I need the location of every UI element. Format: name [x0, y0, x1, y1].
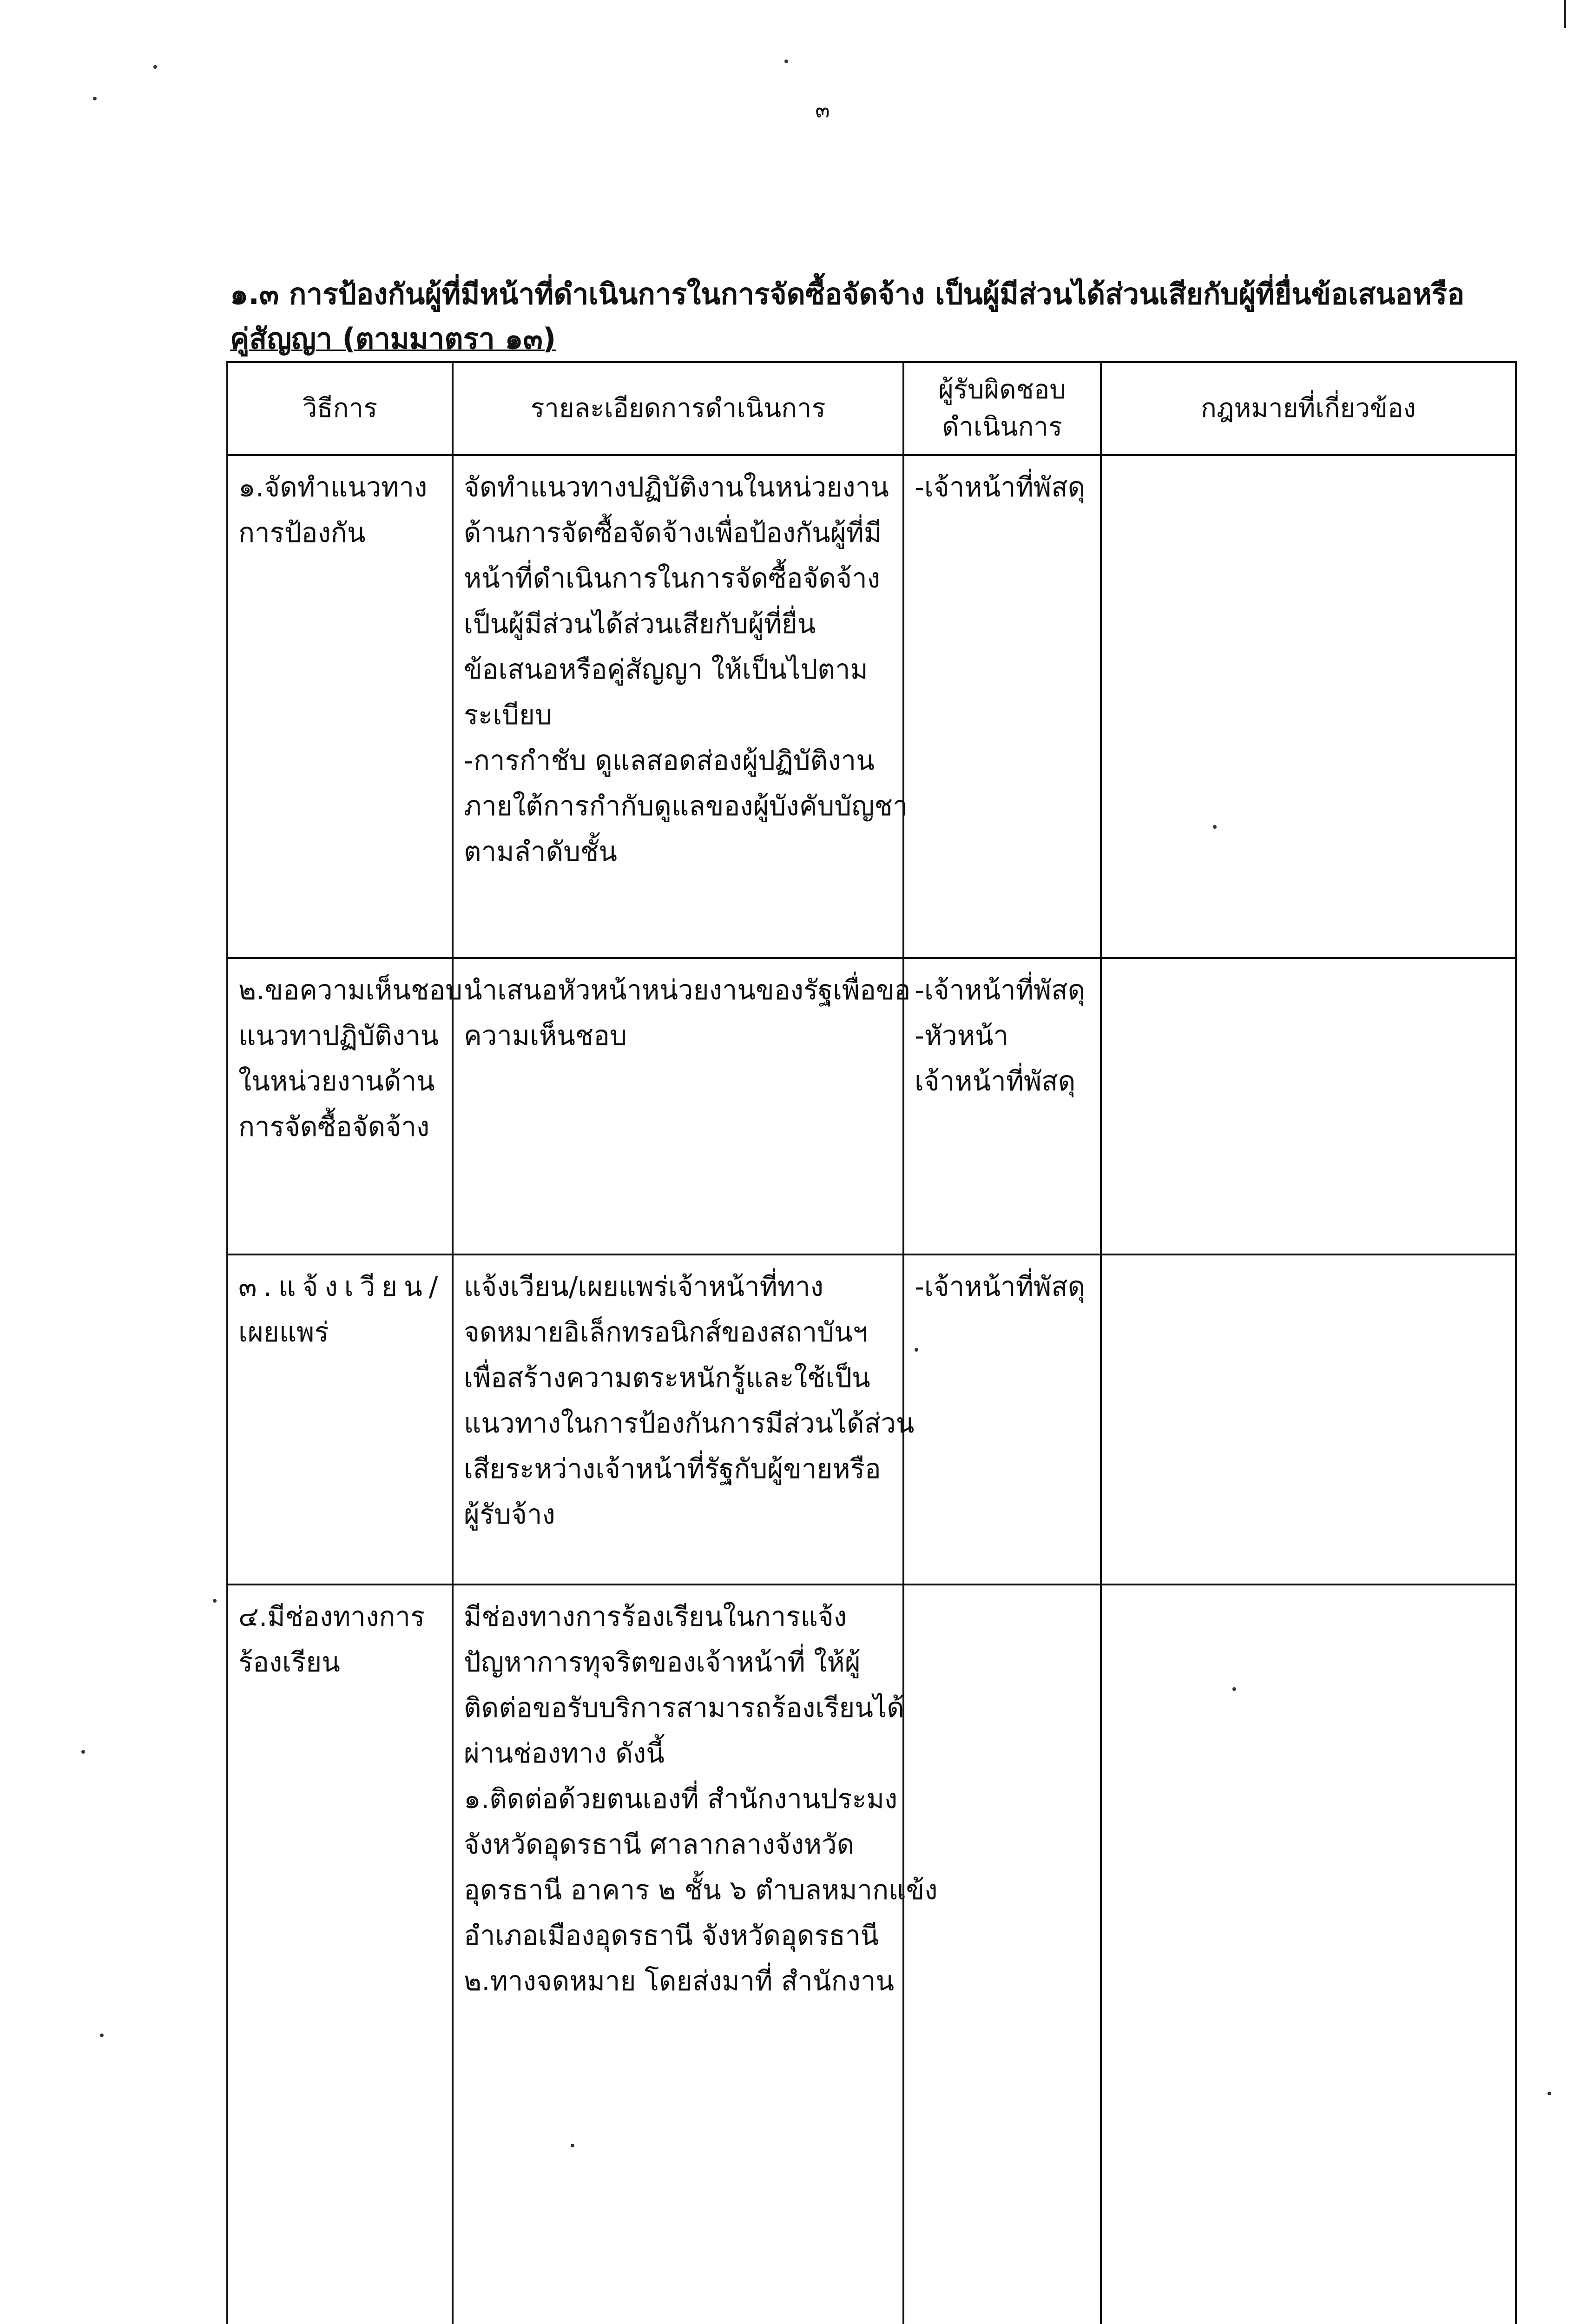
details-line: แนวทางในการป้องกันการมีส่วนได้ส่วน [464, 1407, 915, 1439]
method-line: ร้องเรียน [238, 1646, 340, 1678]
table-row [227, 958, 1516, 1254]
responsible-cell [903, 958, 1101, 1254]
details-line: ข้อเสนอหรือคู่สัญญา ให้เป็นไปตาม [464, 654, 868, 685]
responsible-cell [903, 1585, 1101, 2324]
header-method: วิธีการ [227, 362, 453, 455]
responsible-cell [903, 1254, 1101, 1585]
details-cell [453, 1254, 915, 1585]
details-line: ระเบียบ [464, 699, 552, 731]
details-line: ๑.ติดต่อด้วยตนเองที่ สำนักงานประมง [464, 1783, 898, 1815]
responsible-line: เจ้าหน้าที่พัสดุ [915, 1065, 1076, 1097]
method-line: ในหน่วยงานด้าน [238, 1065, 435, 1097]
details-line: มีช่องทางการร้องเรียนในการแจ้ง [464, 1601, 847, 1632]
method-cell [227, 455, 453, 958]
details-line: ความเห็นชอบ [464, 1020, 627, 1051]
table-row [227, 1585, 1516, 2324]
responsible-cell [903, 455, 1101, 958]
details-cell [453, 1585, 938, 2324]
scan-speck [1547, 2092, 1551, 2095]
scan-speck [153, 65, 157, 69]
method-line: แนวทาปฏิบัติงาน [238, 1020, 439, 1051]
scan-speck [81, 1750, 85, 1754]
scan-speck [1213, 825, 1217, 829]
table-row [227, 455, 1516, 958]
method-line: ๓.แจ้งเวียน/ [238, 1271, 445, 1302]
table-row [227, 1254, 1516, 1585]
header-responsible-line-1: ผู้รับผิดชอบ [938, 375, 1066, 405]
method-line: ๑.จัดทำแนวทาง [238, 471, 428, 503]
table-header-row [227, 362, 1516, 455]
scan-speck [915, 1348, 918, 1352]
law-cell [1101, 958, 1516, 1254]
details-cell [453, 958, 911, 1254]
details-line: เป็นผู้มีส่วนได้ส่วนเสียกับผู้ที่ยื่น [464, 608, 816, 640]
method-cell [227, 1254, 453, 1585]
header-law: กฎหมายที่เกี่ยวข้อง [1101, 362, 1516, 455]
scan-edge-mark [1564, 0, 1580, 28]
details-line: ผ่านช่องทาง ดังนี้ [464, 1737, 665, 1769]
responsible-line: -เจ้าหน้าที่พัสดุ [915, 974, 1086, 1006]
details-line: จัดทำแนวทางปฏิบัติงานในหน่วยงาน [464, 471, 889, 503]
details-line: ปัญหาการทุจริตของเจ้าหน้าที่ ให้ผู้ [464, 1646, 861, 1678]
section-heading-line-2: คู่สัญญา (ตามมาตรา ๑๓) [230, 322, 556, 356]
method-line: การจัดซื้อจัดจ้าง [238, 1111, 430, 1142]
section-heading-line-1: ๑.๓ การป้องกันผู้ที่มีหน้าที่ดำเนินการในการจัดซื้อจัดจ้าง เป็นผู้มีส่วนได้ส่วนเสียกับผู้ที่ยื่นข้อเสนอหรือ [230, 277, 1465, 311]
details-line: ผู้รับจ้าง [464, 1499, 555, 1530]
header-responsible-line-2: ดำเนินการ [942, 412, 1062, 442]
details-line: นำเสนอหัวหน้าหน่วยงานของรัฐเพื่อขอ [464, 974, 911, 1006]
details-line: จังหวัดอุดรธานี ศาลากลางจังหวัด [464, 1829, 855, 1860]
method-line: เผยแพร่ [238, 1316, 329, 1348]
details-line: แจ้งเวียน/เผยแพร่เจ้าหน้าที่ทาง [464, 1271, 823, 1302]
responsible-line: -หัวหน้า [915, 1020, 1009, 1051]
responsible-line: -เจ้าหน้าที่พัสดุ [915, 1271, 1086, 1302]
details-line: หน้าที่ดำเนินการในการจัดซื้อจัดจ้าง [464, 562, 881, 594]
responsible-line: -เจ้าหน้าที่พัสดุ [915, 471, 1086, 503]
details-line: อุดรธานี อาคาร ๒ ชั้น ๖ ตำบลหมากแข้ง [464, 1874, 938, 1906]
details-line: ด้านการจัดซื้อจัดจ้างเพื่อป้องกันผู้ที่มี [464, 517, 882, 548]
law-cell [1101, 1585, 1516, 2324]
method-cell [227, 958, 463, 1254]
scan-speck [100, 2034, 104, 2037]
details-line: เพื่อสร้างความตระหนักรู้และใช้เป็น [464, 1362, 870, 1393]
method-line: ๔.มีช่องทางการ [238, 1601, 425, 1632]
law-cell [1101, 455, 1516, 958]
scan-speck [571, 2144, 574, 2147]
details-cell [453, 455, 908, 958]
scan-speck [784, 59, 788, 63]
details-line: ตามลำดับชั้น [464, 836, 618, 867]
law-cell [1101, 1254, 1516, 1585]
details-line: -การกำชับ ดูแลสอดส่องผู้ปฏิบัติงาน [464, 745, 875, 776]
scan-speck [213, 1599, 217, 1603]
details-line: จดหมายอิเล็กทรอนิกส์ของสถาบันฯ [464, 1316, 868, 1348]
page-number: ๓ [815, 97, 830, 122]
scan-speck [93, 97, 97, 100]
method-cell [227, 1585, 453, 2324]
header-details: รายละเอียดการดำเนินการ [453, 362, 903, 455]
header-responsible [903, 362, 1101, 455]
scan-speck [1232, 1687, 1236, 1691]
procurement-measures-table [226, 361, 1517, 2324]
details-line: ติดต่อขอรับบริการสามารถร้องเรียนได้ [464, 1692, 904, 1723]
details-line: อำเภอเมืองอุดรธานี จังหวัดอุดรธานี [464, 1920, 879, 1951]
details-line: ๒.ทางจดหมาย โดยส่งมาที่ สำนักงาน [464, 1965, 895, 1997]
method-line: ๒.ขอความเห็นชอบ [238, 974, 463, 1006]
section-heading [230, 272, 1465, 361]
details-line: เสียระหว่างเจ้าหน้าที่รัฐกับผู้ขายหรือ [464, 1453, 881, 1485]
details-line: ภายใต้การกำกับดูแลของผู้บังคับบัญชา [464, 790, 908, 822]
method-line: การป้องกัน [238, 517, 366, 548]
